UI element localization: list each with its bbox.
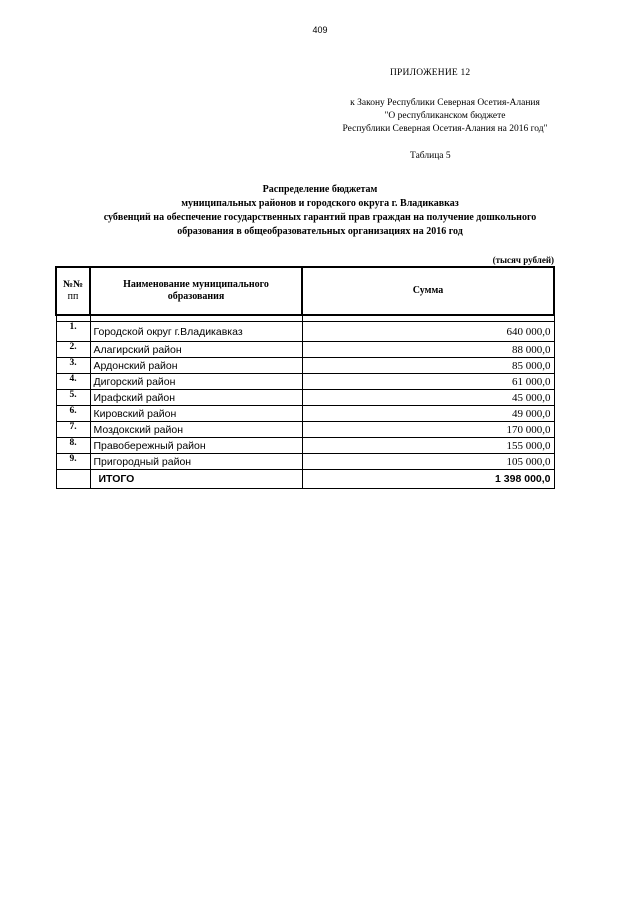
header-number xyxy=(56,267,90,315)
header-number-line-2: пп xyxy=(67,291,79,302)
header-name xyxy=(90,267,302,315)
table-row xyxy=(56,358,554,374)
total-sum: 1 398 000,0 xyxy=(302,470,554,489)
row-number: 9. xyxy=(56,454,90,470)
row-sum: 49 000,0 xyxy=(302,406,554,422)
row-sum: 85 000,0 xyxy=(302,358,554,374)
table-row xyxy=(56,406,554,422)
row-name: Правобережный район xyxy=(90,438,302,454)
row-sum: 640 000,0 xyxy=(302,322,554,342)
header-number-line-1: №№ xyxy=(62,279,84,290)
row-name: Кировский район xyxy=(90,406,302,422)
row-name: Пригородный район xyxy=(90,454,302,470)
page-number: 409 xyxy=(312,25,328,35)
table-row xyxy=(56,322,554,342)
row-name: Дигорский район xyxy=(90,374,302,390)
table-row xyxy=(56,454,554,470)
row-number: 2. xyxy=(56,342,90,358)
table-row xyxy=(56,342,554,358)
table-row xyxy=(56,422,554,438)
appendix-reference xyxy=(300,97,590,136)
table-header-row xyxy=(56,267,554,315)
row-number: 7. xyxy=(56,422,90,438)
units-label: (тысяч рублей) xyxy=(492,255,554,265)
total-label: ИТОГО xyxy=(90,470,302,489)
appendix-ref-line-3: Республики Северная Осетия-Алания на 2016 год" xyxy=(342,124,548,134)
header-name-line-2: образования xyxy=(167,291,225,302)
row-name: Моздокский район xyxy=(90,422,302,438)
title-line-3: субвенций на обеспечение государственных гарантий прав граждан на получение дошкольного xyxy=(103,212,537,223)
total-row xyxy=(56,470,554,489)
title-line-4: образования в общеобразовательных организациях на 2016 год xyxy=(177,226,463,237)
row-number: 3. xyxy=(56,358,90,374)
row-number: 4. xyxy=(56,374,90,390)
row-number: 1. xyxy=(56,322,90,342)
row-number: 5. xyxy=(56,390,90,406)
appendix-ref-line-2: "О республиканском бюджете xyxy=(384,111,506,121)
header-name-line-1: Наименование муниципального xyxy=(123,279,269,290)
table-row xyxy=(56,374,554,390)
row-number: 8. xyxy=(56,438,90,454)
total-number-cell xyxy=(56,470,90,489)
row-sum: 88 000,0 xyxy=(302,342,554,358)
row-name: Городской округ г.Владикавказ xyxy=(90,322,302,342)
row-name: Ардонский район xyxy=(90,358,302,374)
row-name: Алагирский район xyxy=(90,342,302,358)
table-label: Таблица 5 xyxy=(410,151,451,161)
row-name: Ирафский район xyxy=(90,390,302,406)
distribution-table xyxy=(55,266,555,489)
title-line-1: Распределение бюджетам xyxy=(262,184,378,195)
row-sum: 61 000,0 xyxy=(302,374,554,390)
title-line-2: муниципальных районов и городского округа г. Владикавказ xyxy=(181,198,459,209)
row-sum: 45 000,0 xyxy=(302,390,554,406)
header-sum: Сумма xyxy=(302,267,554,315)
row-sum: 170 000,0 xyxy=(302,422,554,438)
table-row xyxy=(56,390,554,406)
row-sum: 105 000,0 xyxy=(302,454,554,470)
row-sum: 155 000,0 xyxy=(302,438,554,454)
document-title xyxy=(40,183,600,239)
appendix-title: ПРИЛОЖЕНИЕ 12 xyxy=(390,68,471,78)
appendix-ref-line-1: к Закону Республики Северная Осетия-Алания xyxy=(350,98,540,108)
table-row xyxy=(56,438,554,454)
row-number: 6. xyxy=(56,406,90,422)
